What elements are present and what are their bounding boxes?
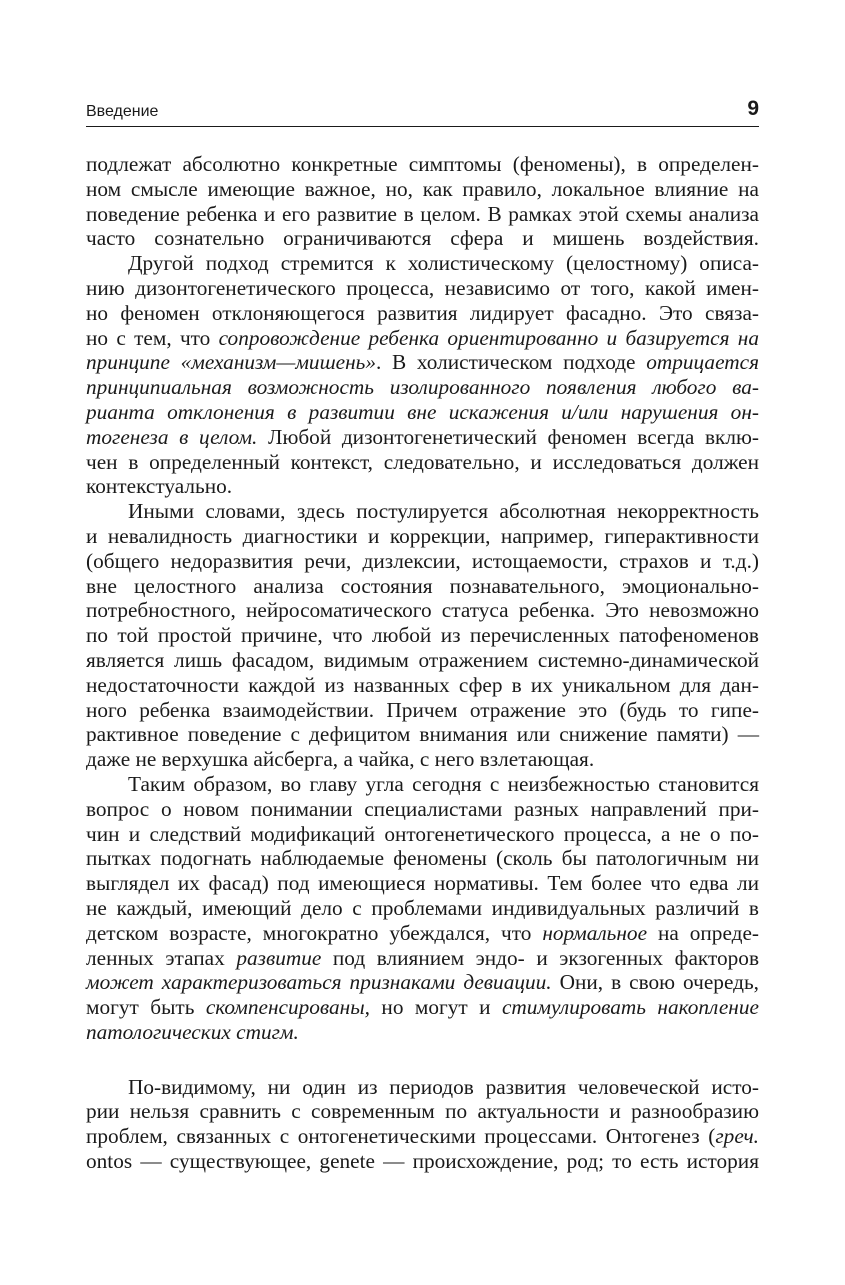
text-line bbox=[86, 549, 759, 574]
text-run: ontos — существующее, genete — происхождение, род; то есть история bbox=[86, 1149, 759, 1174]
running-head bbox=[86, 94, 759, 127]
text-line bbox=[86, 946, 759, 971]
text-run: ном смысле имеющие важное, но, как правило, локальное влияние на bbox=[86, 176, 759, 201]
text-run: Они, в свою очередь, bbox=[551, 970, 760, 995]
text-line bbox=[86, 896, 759, 921]
text-run: недостаточности каждой из названных сфер в их уникальном для дан- bbox=[86, 672, 759, 697]
text-run: по той простой причине, что любой из перечисленных патофеноменов bbox=[86, 623, 759, 648]
paragraph bbox=[86, 1075, 759, 1174]
text-line bbox=[86, 474, 759, 499]
emphasis-text: стимулировать накопление bbox=[501, 995, 759, 1020]
text-run: Другой подход стремится к холистическому (целостному) описа- bbox=[128, 251, 759, 276]
emphasis-text: отрицается bbox=[646, 350, 759, 375]
text-line bbox=[86, 846, 759, 871]
emphasis-text: патологических стигм. bbox=[86, 1019, 299, 1044]
text-run: и невалидность диагностики и коррекции, например, гиперактивности bbox=[86, 523, 759, 548]
emphasis-text: принципиальная возможность изолированного появления любого ва- bbox=[86, 375, 759, 400]
body-text bbox=[86, 152, 759, 1174]
text-run: проблем, связанных с онтогенетическими процессами. Онтогенез ( bbox=[86, 1124, 716, 1149]
text-line bbox=[86, 226, 759, 251]
text-run: выглядел их фасад) под имеющиеся нормативы. Тем более что едва ли bbox=[86, 871, 759, 896]
paragraph bbox=[86, 499, 759, 772]
text-line bbox=[86, 177, 759, 202]
text-run: пытках подогнать наблюдаемые феномены (сколь бы патологичным ни bbox=[86, 846, 759, 871]
text-line bbox=[86, 425, 759, 450]
text-run: но феномен отклоняющегося развития лидирует фасадно. Это связа- bbox=[86, 300, 759, 325]
text-run: (общего недоразвития речи, дизлексии, истощаемости, страхов и т.д.) bbox=[86, 548, 759, 573]
text-line bbox=[86, 524, 759, 549]
text-run: Иными словами, здесь постулируется абсолютная некорректность bbox=[128, 499, 759, 524]
text-run: на опреде- bbox=[647, 920, 759, 945]
text-line bbox=[86, 375, 759, 400]
text-line bbox=[86, 623, 759, 648]
text-run: Таким образом, во главу угла сегодня с неизбежностью становится bbox=[128, 771, 759, 796]
text-line bbox=[86, 450, 759, 475]
text-line bbox=[86, 350, 759, 375]
emphasis-text: рианта отклонения в развитии вне искажения и/или нарушения он- bbox=[86, 399, 759, 424]
text-line bbox=[86, 152, 759, 177]
paragraph bbox=[86, 772, 759, 1045]
text-run: не каждый, имеющий дело с проблемами индивидуальных различий в bbox=[86, 895, 759, 920]
text-run: могут быть bbox=[86, 995, 206, 1020]
emphasis-text: скомпенсированы, bbox=[205, 995, 370, 1020]
text-line bbox=[86, 648, 759, 673]
text-run: часто сознательно ограничиваются сфера и мишень воздействия. bbox=[86, 226, 759, 251]
text-run: под влиянием эндо- и экзогенных факторов bbox=[321, 945, 759, 970]
text-line bbox=[86, 1099, 759, 1124]
text-line bbox=[86, 772, 759, 797]
emphasis-text: развитие bbox=[236, 945, 322, 970]
text-run: Любой дизонтогенетический феномен всегда вклю- bbox=[257, 424, 760, 449]
text-line bbox=[86, 400, 759, 425]
emphasis-text: принципе «механизм—мишень» bbox=[86, 350, 377, 375]
text-run: чен в определенный контекст, следовательно, и исследоваться должен bbox=[86, 449, 759, 474]
text-run: нию дизонтогенетического процесса, независимо от того, какой имен- bbox=[86, 275, 759, 300]
section-break bbox=[86, 1045, 759, 1075]
text-line bbox=[86, 722, 759, 747]
text-line bbox=[86, 202, 759, 227]
text-line bbox=[86, 1124, 759, 1149]
text-line bbox=[86, 698, 759, 723]
text-line bbox=[86, 326, 759, 351]
text-run: ленных этапах bbox=[86, 945, 237, 970]
text-line bbox=[86, 871, 759, 896]
text-run: ного ребенка взаимодействии. Причем отражение это (будь то гипе- bbox=[86, 697, 759, 722]
text-run: подлежат абсолютно конкретные симптомы (феномены), в определен- bbox=[86, 152, 759, 176]
text-line bbox=[86, 276, 759, 301]
section-title: Введение bbox=[86, 103, 159, 120]
text-line bbox=[86, 598, 759, 623]
text-line bbox=[86, 574, 759, 599]
page-number: 9 bbox=[747, 97, 759, 120]
text-run: контекстуально. bbox=[86, 474, 233, 499]
text-line bbox=[86, 251, 759, 276]
text-run: но могут и bbox=[370, 995, 502, 1020]
text-line bbox=[86, 995, 759, 1020]
text-run: детском возрасте, многократно убеждался, что bbox=[86, 920, 543, 945]
text-line bbox=[86, 921, 759, 946]
text-run: рактивное поведение с дефицитом внимания или снижение памяти) — bbox=[86, 722, 759, 747]
text-run: рии нельзя сравнить с современным по актуальности и разнообразию bbox=[86, 1099, 759, 1124]
text-run: По-видимому, ни один из периодов развития человеческой исто- bbox=[128, 1074, 759, 1099]
text-run: вопрос о новом понимании специалистами разных направлений при- bbox=[86, 796, 759, 821]
text-line bbox=[86, 1075, 759, 1100]
emphasis-text: сопровождение ребенка ориентированно и базируется на bbox=[218, 325, 759, 350]
emphasis-text: тогенеза в целом. bbox=[86, 424, 258, 449]
emphasis-text: нормальное bbox=[542, 920, 648, 945]
text-line bbox=[86, 822, 759, 847]
text-line bbox=[86, 673, 759, 698]
text-run: поведение ребенка и его развитие в целом. В рамках этой схемы анализа bbox=[86, 201, 759, 226]
emphasis-text: греч. bbox=[715, 1124, 759, 1149]
emphasis-text: может характеризоваться признаками девиации. bbox=[86, 970, 552, 995]
paragraph bbox=[86, 251, 759, 499]
text-run: . В холистическом подходе bbox=[376, 350, 647, 375]
text-line bbox=[86, 1149, 759, 1174]
text-line bbox=[86, 747, 759, 772]
text-run: даже не верхушка айсберга, а чайка, с него взлетающая. bbox=[86, 747, 595, 772]
text-run: но с тем, что bbox=[86, 325, 219, 350]
text-line bbox=[86, 499, 759, 524]
text-line bbox=[86, 301, 759, 326]
text-run: чин и следствий модификаций онтогенетического процесса, а не о по- bbox=[86, 821, 759, 846]
text-run: является лишь фасадом, видимым отражением системно-динамической bbox=[86, 647, 759, 672]
text-run: вне целостного анализа состояния познавательного, эмоционально- bbox=[86, 573, 759, 598]
text-line bbox=[86, 797, 759, 822]
text-line bbox=[86, 1020, 759, 1045]
paragraph bbox=[86, 152, 759, 251]
text-line bbox=[86, 970, 759, 995]
text-run: потребностного, нейросоматического статуса ребенка. Это невозможно bbox=[86, 598, 759, 623]
